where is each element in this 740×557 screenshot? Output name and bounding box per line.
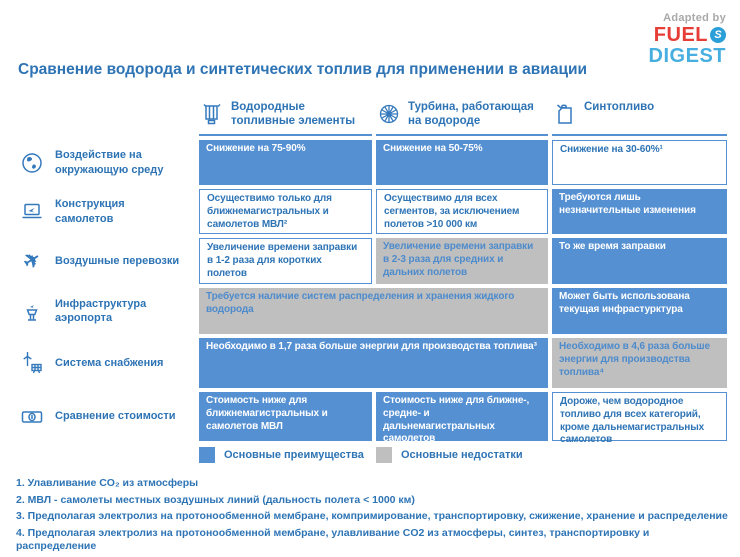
header-spacer [18,100,195,136]
energy-supply-icon [18,350,46,376]
cell-environment-turbine: Снижение на 50-75% [376,140,548,185]
fuel-digest-s-icon: S [710,27,726,43]
row-label-airport-infrastructure [18,288,195,334]
legend-advantages [199,445,372,465]
fuel-digest-logo [649,13,726,66]
row-label-supply-system [18,338,195,388]
row-label-air-transport [18,238,195,284]
legend-advantages-swatch [199,447,215,463]
banknote-icon [18,404,46,430]
globe-icon [18,150,46,176]
column-header-hydrogen-turbine [376,100,548,136]
cell-transport-synfuel: То же время заправки [552,238,727,284]
cell-cost-synfuel: Дороже, чем водородное топливо для всех категорий, кроме дальнемагистральных самолетов [552,392,727,441]
page-title: Сравнение водорода и синтетических топлив для применении в авиации [18,61,588,78]
column-header-fuel-cells [199,100,372,136]
legend-disadvantages-swatch [376,447,392,463]
footnotes [16,477,728,557]
column-header-label: Водородные топливные элементы [231,101,356,128]
row-label-text: Конструкция самолетов [55,198,125,225]
row-label-aircraft-design [18,189,195,234]
logo-fuel-text: FUEL [653,24,708,47]
footnote-2: 2. МВЛ - самолеты местных воздушных линий (дальность полета < 1000 км) [16,493,415,506]
cell-design-synfuel: Требуются лишь незначительные изменения [552,189,727,234]
footnote-1: 1. Улавливание CO₂ из атмосферы [16,477,199,489]
fuel-cell-icon [199,101,225,127]
cell-supply-hydrogen: Необходимо в 1,7 раза больше энергии для производства топлива³ [199,338,548,388]
cell-design-fuel-cells: Осуществимо только для ближнемагистральных и самолетов МВЛ² [199,189,372,234]
column-header-label: Турбина, работающая на водороде [408,101,534,128]
turbine-icon [376,101,402,127]
legend-advantages-label: Основные преимущества [224,449,364,461]
cell-infrastructure-hydrogen: Требуется наличие систем распределения и хранения жидкого водорода [199,288,548,334]
airport-tower-icon [18,298,46,324]
row-label-text: Система снабжения [55,356,164,369]
cell-cost-fuel-cells: Стоимость ниже для ближнемагистральных и самолетов МВЛ [199,392,372,441]
airplane-icon: ✈ [19,247,45,275]
row-label-environment [18,140,195,185]
laptop-plane-icon [18,199,46,225]
cell-environment-synfuel: Снижение на 30-60%¹ [552,140,727,185]
row-label-text: Инфраструктура аэропорта [55,297,147,324]
cell-supply-synfuel: Необходимо в 4,6 раза больше энергии для производства топлива⁴ [552,338,727,388]
cell-design-turbine: Осуществимо для всех сегментов, за исключением полетов >10 000 км [376,189,548,234]
column-header-synfuel [552,100,727,136]
column-header-label: Синтопливо [584,101,655,113]
cell-transport-turbine: Увеличение времени заправки в 2-3 раза для средних и дальних полетов [376,238,548,284]
cell-transport-fuel-cells: Увеличение времени заправки в 1-2 раза для коротких полетов [199,238,372,284]
row-label-text: Воздушные перевозки [55,254,180,267]
cell-environment-fuel-cells: Снижение на 75-90% [199,140,372,185]
comparison-table [18,100,727,465]
legend-disadvantages [376,445,727,465]
row-label-text: Воздействие на окружающую среду [55,149,164,176]
row-label-cost-comparison [18,392,195,441]
row-label-text: Сравнение стоимости [55,410,176,423]
fuel-can-icon [552,101,578,127]
footnote-3: 3. Предполагая электролиз на протонообменной мембране, компримирование, транспортировку, сжижение, хранение и распределение [16,510,728,523]
footnote-4: 4. Предполагая электролиз на протонообменной мембране, улавливание CO2 из атмосферы, синтез, транспортировку и распределение [16,526,650,552]
logo-adapted-by: Adapted by [663,12,726,24]
logo-digest-text: DIGEST [648,44,726,67]
cell-cost-turbine: Стоимость ниже для ближне-, средне- и дальнемагистральных самолетов [376,392,548,441]
legend-disadvantages-label: Основные недостатки [401,449,523,461]
cell-infrastructure-synfuel: Может быть использована текущая инфрастурктура [552,288,727,334]
